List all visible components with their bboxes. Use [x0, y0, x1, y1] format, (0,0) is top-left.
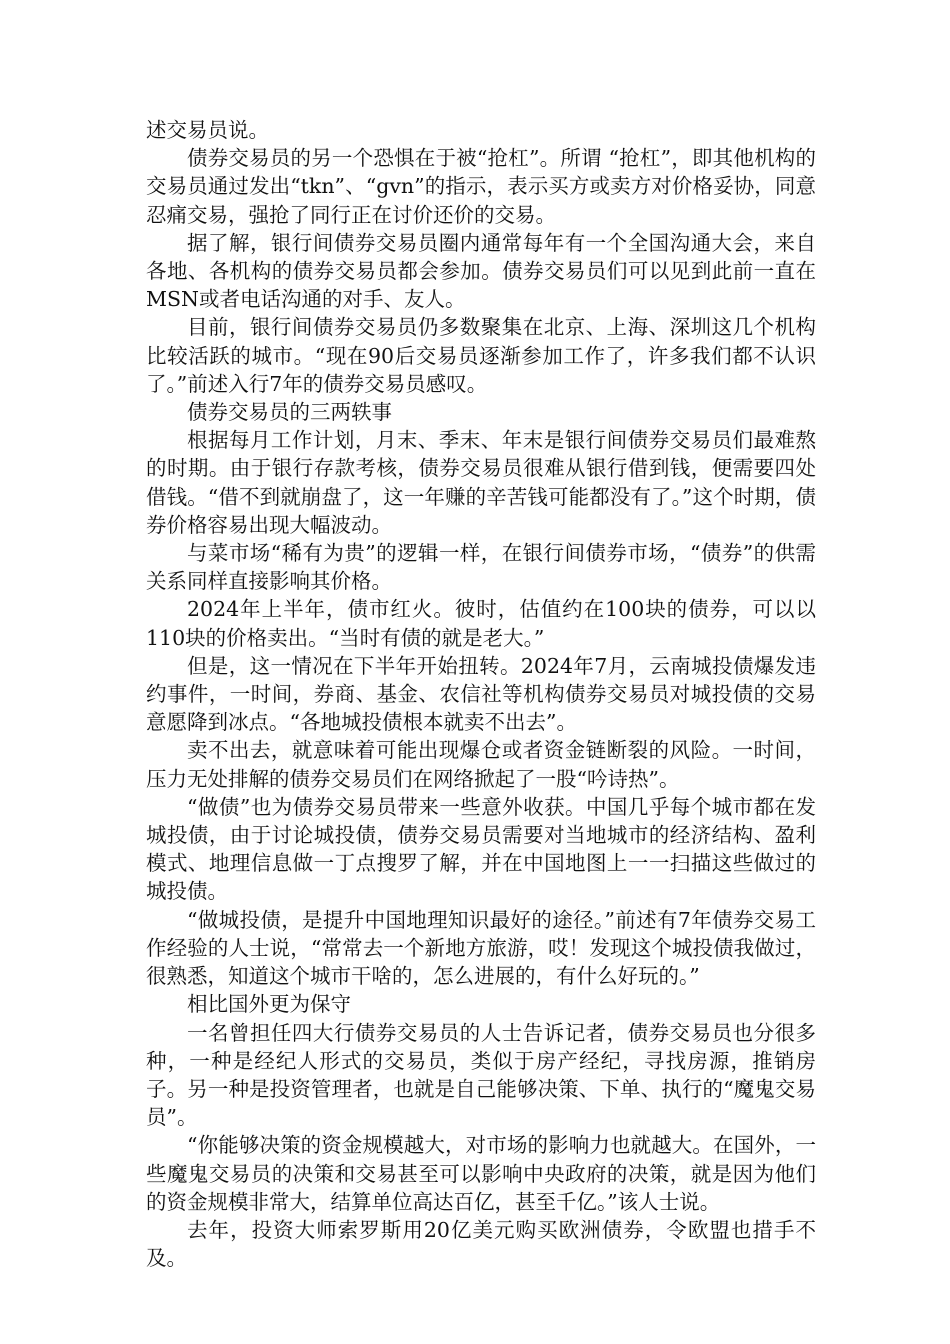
- paragraph: 但是，这一情况在下半年开始扭转。2024年7月，云南城投债爆发违约事件，一时间，券商、基金、农信社等机构债券交易员对城投债的交易意愿降到冰点。“各地城投债根本就卖不出去”。: [146, 653, 816, 735]
- paragraph: 根据每月工作计划，月末、季末、年末是银行间债券交易员们最难熬的时期。由于银行存款考核，债券交易员很难从银行借到钱，便需要四处借钱。“借不到就崩盘了，这一年赚的辛苦钱可能都没有了。”这个时期，债券价格容易出现大幅波动。: [146, 428, 816, 537]
- paragraph: 去年，投资大师索罗斯用20亿美元购买欧洲债券，令欧盟也措手不及。: [146, 1217, 816, 1271]
- paragraph: “做城投债，是提升中国地理知识最好的途径。”前述有7年债券交易工作经验的人士说，“常常去一个新地方旅游，哎！发现这个城投债我做过，很熟悉，知道这个城市干啥的，怎么进展的，有什么好玩的。”: [146, 907, 816, 989]
- section-heading: 债券交易员的三两轶事: [187, 400, 392, 425]
- paragraph: “做债”也为债券交易员带来一些意外收获。中国几乎每个城市都在发城投债，由于讨论城投债，债券交易员需要对当地城市的经济结构、盈利模式、地理信息做一丁点搜罗了解，并在中国地图上一一扫描这些做过的城投债。: [146, 794, 816, 904]
- section-heading: 相比国外更为保守: [187, 992, 351, 1017]
- paragraph: 卖不出去，就意味着可能出现爆仓或者资金链断裂的风险。一时间，压力无处排解的债券交易员们在网络掀起了一股“吟诗热”。: [146, 738, 816, 791]
- paragraph: 述交易员说。: [146, 118, 269, 142]
- paragraph: 一名曾担任四大行债券交易员的人士告诉记者，债券交易员也分很多种，一种是经纪人形式的交易员，类似于房产经纪，寻找房源，推销房子。另一种是投资管理者，也就是自己能够决策、下单、执行的“魔鬼交易员”。: [146, 1020, 816, 1130]
- paragraph: 据了解，银行间债券交易员圈内通常每年有一个全国沟通大会，来自各地、各机构的债券交易员都会参加。债券交易员们可以见到此前一直在MSN或者电话沟通的对手、友人。: [146, 230, 816, 312]
- paragraph: 2024年上半年，债市红火。彼时，估值约在100块的债券，可以以110块的价格卖出。“当时有债的就是老大。”: [146, 597, 816, 650]
- paragraph: 目前，银行间债券交易员仍多数聚集在北京、上海、深圳这几个机构比较活跃的城市。“现在90后交易员逐渐参加工作了，许多我们都不认识了。”前述入行7年的债券交易员感叹。: [146, 315, 816, 396]
- article-body: [146, 116, 816, 1272]
- paragraph: 与菜市场“稀有为贵”的逻辑一样，在银行间债券市场，“债券”的供需关系同样直接影响其价格。: [146, 541, 816, 594]
- paragraph: 债券交易员的另一个恐惧在于被“抢杠”。所谓 “抢杠”，即其他机构的交易员通过发出“tkn”、“gvn”的指示，表示买方或卖方对价格妥协，同意忍痛交易，强抢了同行正在讨价还价的交易。: [146, 146, 816, 227]
- paragraph: “你能够决策的资金规模越大，对市场的影响力也就越大。在国外，一些魔鬼交易员的决策和交易甚至可以影响中央政府的决策，就是因为他们的资金规模非常大，结算单位高达百亿，甚至千亿。”该人士说。: [146, 1133, 816, 1214]
